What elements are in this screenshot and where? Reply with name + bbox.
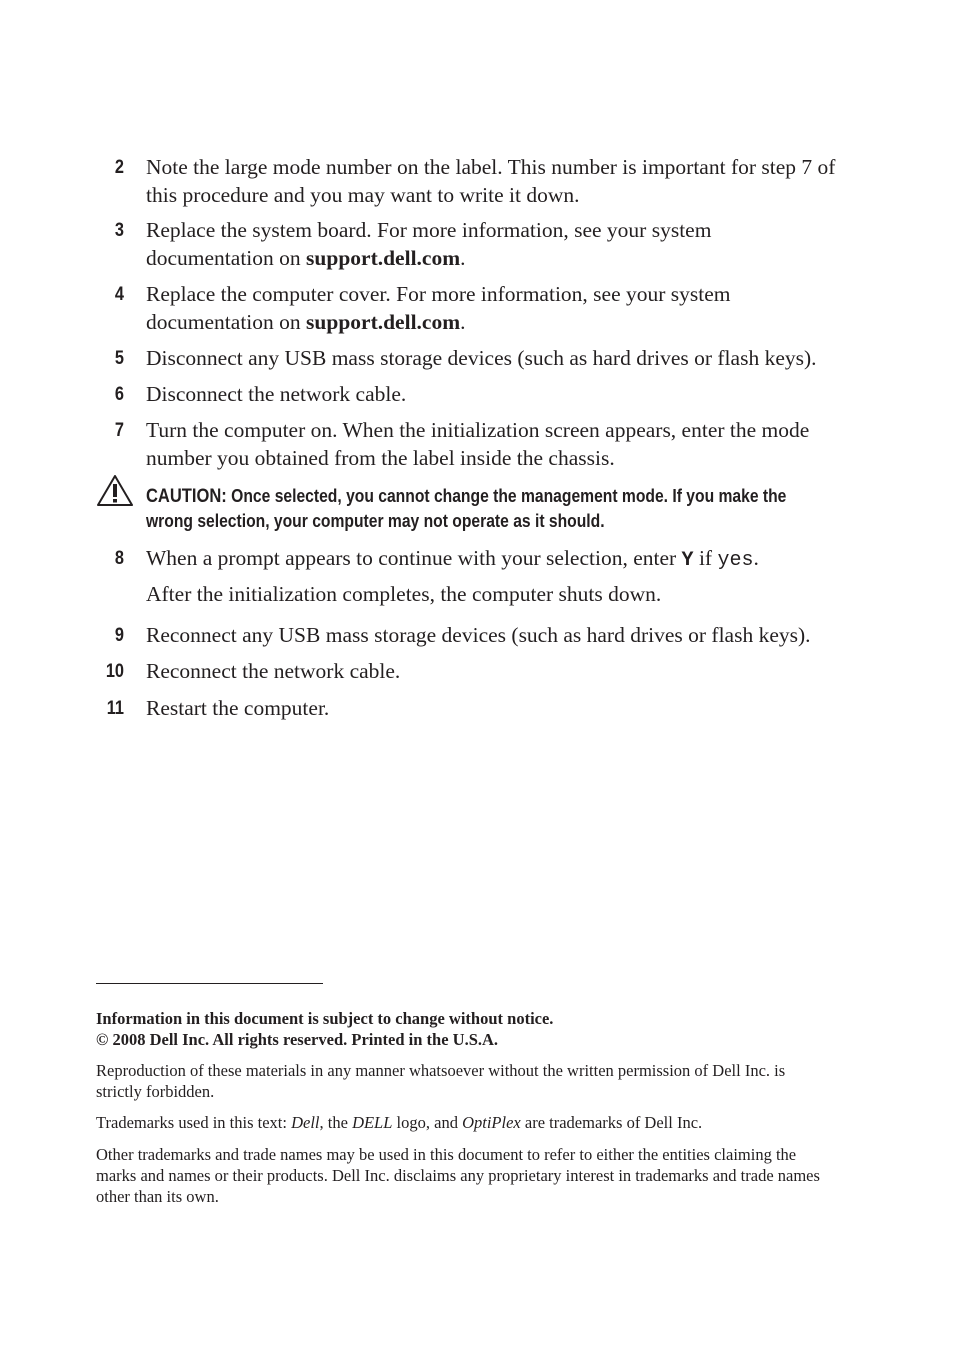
- step-text: Replace the computer cover. For more information, see your system documentation on support.dell.com.: [146, 282, 731, 334]
- reproduction-notice: Reproduction of these materials in any manner whatsoever without the written permission of Dell Inc. is strictly forbidden.: [96, 1061, 786, 1101]
- footer-divider: [96, 983, 323, 984]
- step-number: 10: [105, 661, 124, 682]
- support-link[interactable]: support.dell.com: [306, 245, 461, 270]
- code-yes: yes: [717, 549, 754, 572]
- warning-triangle-icon: [96, 474, 134, 508]
- step-number: 6: [114, 384, 124, 405]
- caution-label: CAUTION:: [146, 486, 227, 507]
- step-text: Note the large mode number on the label. This number is important for step 7 of this procedure and you may want to write it down.: [146, 155, 836, 207]
- step-number: 8: [114, 548, 124, 569]
- key-y: Y: [681, 549, 694, 572]
- support-link[interactable]: support.dell.com: [306, 309, 461, 334]
- step-text: Disconnect any USB mass storage devices (such as hard drives or flash keys).: [146, 346, 817, 370]
- trademarks-notice: Trademarks used in this text: Dell, the DELL logo, and OptiPlex are trademarks of Dell Inc.: [96, 1113, 703, 1132]
- step-text: Replace the system board. For more information, see your system documentation on support.dell.com.: [146, 218, 712, 270]
- copyright-line: © 2008 Dell Inc. All rights reserved. Printed in the U.S.A.: [96, 1030, 499, 1049]
- step-number: 3: [114, 220, 124, 241]
- step-text: Disconnect the network cable.: [146, 382, 407, 406]
- step-number: 2: [114, 157, 124, 178]
- step-number: 4: [114, 284, 124, 305]
- step-followup: After the initialization completes, the computer shuts down.: [146, 582, 662, 606]
- step-text: Reconnect any USB mass storage devices (such as hard drives or flash keys).: [146, 623, 811, 647]
- step-number: 9: [114, 625, 124, 646]
- step-number: 11: [106, 698, 124, 719]
- other-trademarks-notice: Other trademarks and trade names may be used in this document to refer to either the entities claiming the marks and names or their products. Dell Inc. disclaims any proprietary interest in trademarks and trade names other than its own.: [96, 1145, 820, 1206]
- caution-text: CAUTION: Once selected, you cannot change the management mode. If you make the wrong selection, your computer may not operate as it should.: [146, 486, 787, 531]
- step-text: Reconnect the network cable.: [146, 659, 401, 683]
- notice-line-1: Information in this document is subject to change without notice.: [96, 1009, 554, 1028]
- step-text: When a prompt appears to continue with your selection, enter Y if yes.: [146, 546, 759, 572]
- step-text: Turn the computer on. When the initialization screen appears, enter the mode number you obtained from the label inside the chassis.: [146, 418, 810, 470]
- step-number: 7: [114, 420, 124, 441]
- step-text: Restart the computer.: [146, 696, 330, 720]
- step-number: 5: [114, 348, 124, 369]
- notice-block: [96, 1008, 826, 1050]
